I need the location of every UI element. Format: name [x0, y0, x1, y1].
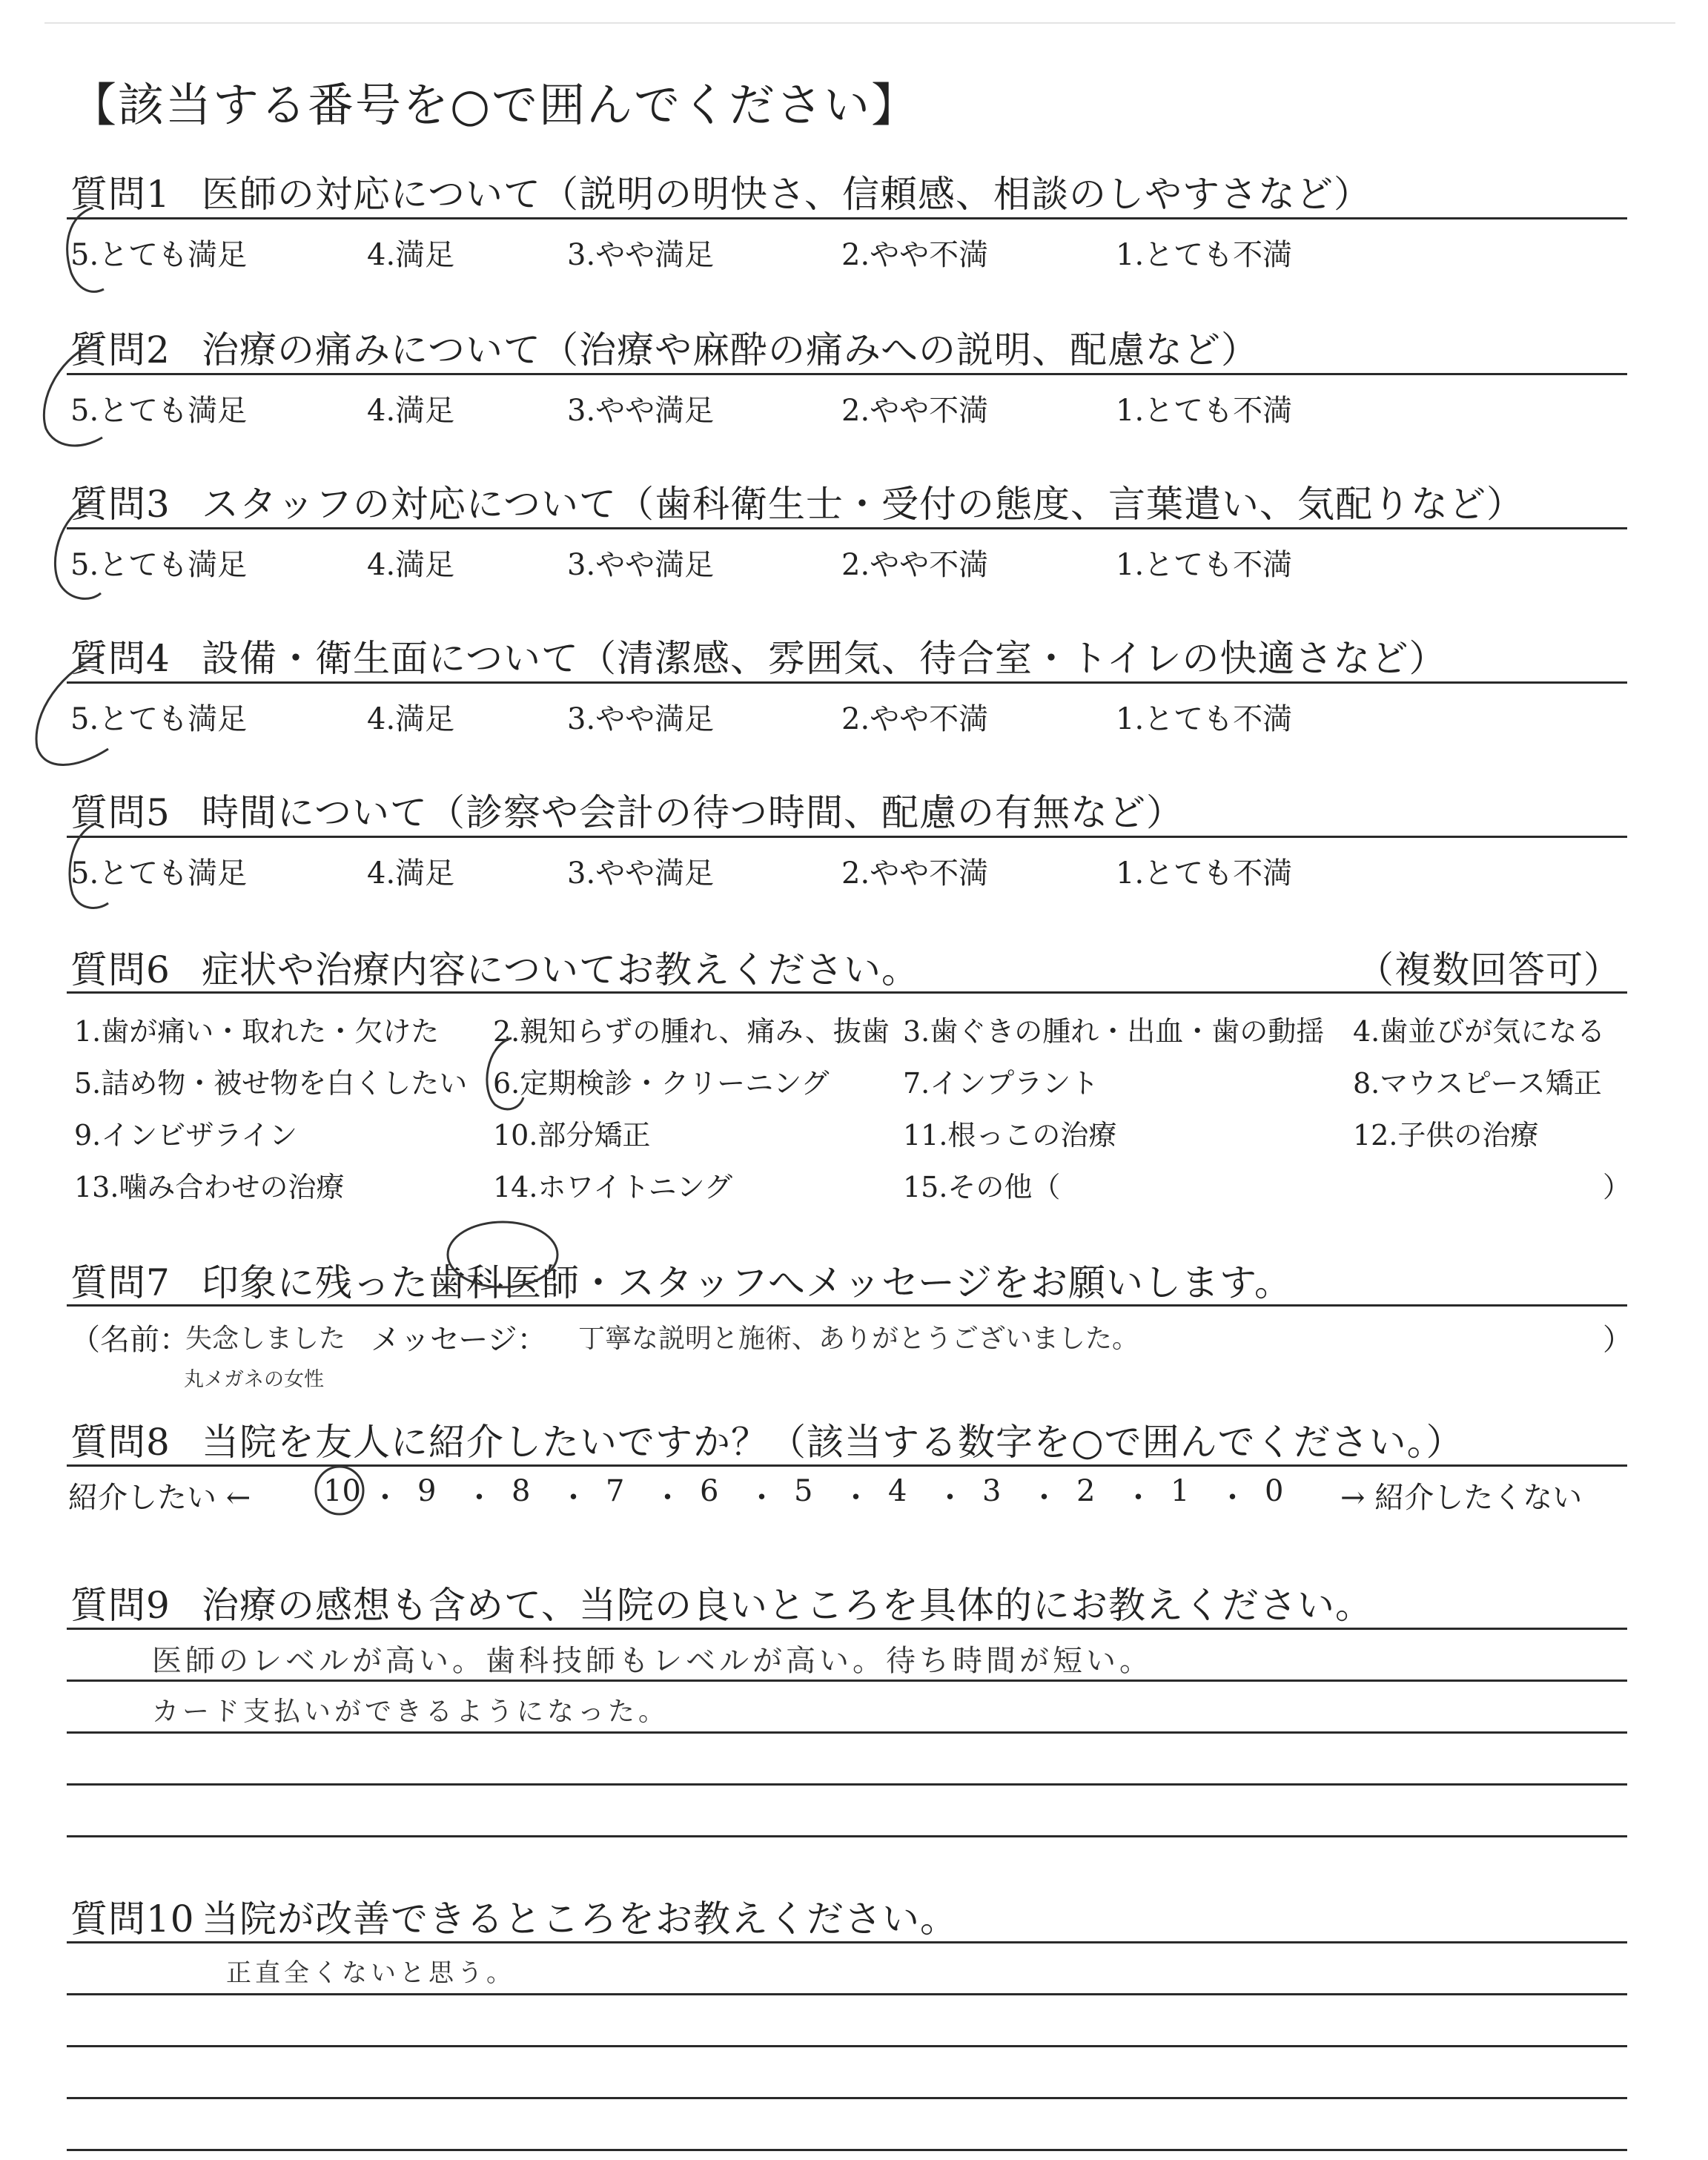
treatment-option-15[interactable]: 15.その他（ — [903, 1171, 1061, 1203]
divider — [67, 373, 1627, 375]
divider — [67, 836, 1627, 838]
scale-separator: ・ — [1217, 1481, 1248, 1515]
treatment-option-1[interactable]: 1.歯が痛い・取れた・欠けた — [74, 1015, 440, 1048]
top-border — [44, 22, 1675, 24]
option-1[interactable]: 1.とても不満 — [1116, 702, 1293, 736]
question-text: 医師の対応について（説明の明快さ、信頼感、相談のしやすさなど） — [202, 173, 1371, 216]
answer-line — [67, 2149, 1627, 2151]
question-text: 設備・衛生面について（清潔感、雰囲気、待合室・トイレの快適さなど） — [202, 637, 1447, 680]
option-1[interactable]: 1.とても不満 — [1116, 856, 1293, 891]
option-3[interactable]: 3.やや満足 — [567, 238, 715, 272]
scale-separator: ・ — [1029, 1481, 1059, 1515]
answer-line — [67, 1835, 1627, 1837]
scale-separator: ・ — [1123, 1481, 1153, 1515]
scale-separator: ・ — [841, 1481, 871, 1515]
question-text: 時間について（診察や会計の待つ時間、配慮の有無など） — [202, 791, 1184, 834]
option-3[interactable]: 3.やや満足 — [567, 548, 715, 582]
question-text: 当院が改善できるところをお教えください。 — [202, 1898, 958, 1941]
recommend-left-label: 紹介したい ← — [68, 1481, 251, 1515]
treatment-option-2[interactable]: 2.親知らずの腫れ、痛み、抜歯 — [493, 1015, 890, 1048]
option-3[interactable]: 3.やや満足 — [567, 394, 715, 428]
scale-value-0[interactable]: 0 — [1265, 1474, 1284, 1508]
option-4[interactable]: 4.満足 — [367, 702, 455, 736]
option-5[interactable]: 5.とても満足 — [70, 702, 248, 736]
message-label: メッセージ： — [371, 1323, 547, 1357]
scale-value-6[interactable]: 6 — [700, 1474, 719, 1508]
answer-text[interactable]: カード支払いができるようになった。 — [152, 1697, 669, 1727]
option-1[interactable]: 1.とても不満 — [1116, 238, 1293, 272]
name-label: （名前： — [70, 1323, 189, 1357]
divider — [67, 217, 1627, 219]
multiple-answer-note: （複数回答可） — [1357, 948, 1621, 991]
option-2[interactable]: 2.やや不満 — [841, 238, 989, 272]
form-instruction: 【該当する番号を○で囲んでください】 — [70, 78, 919, 132]
question-text: 印象に残った歯科医師・スタッフへメッセージをお願いします。 — [202, 1261, 1292, 1304]
answer-text[interactable]: 正直全くないと思う。 — [226, 1958, 515, 1988]
question-label: 質問6 — [70, 948, 171, 991]
treatment-option-5[interactable]: 5.詰め物・被せ物を白くしたい — [74, 1067, 468, 1100]
treatment-option-13[interactable]: 13.噛み合わせの治療 — [74, 1171, 345, 1203]
scale-separator: ・ — [935, 1481, 965, 1515]
treatment-option-6[interactable]: 6.定期検診・クリーニング — [493, 1067, 830, 1100]
treatment-option-11[interactable]: 11.根っこの治療 — [903, 1119, 1117, 1152]
answer-text[interactable]: 医師のレベルが高い。歯科技師もレベルが高い。待ち時間が短い。 — [152, 1644, 1153, 1678]
other-close-paren: ） — [1603, 1171, 1632, 1203]
option-3[interactable]: 3.やや満足 — [567, 702, 715, 736]
treatment-option-7[interactable]: 7.インプラント — [903, 1067, 1099, 1100]
question-label: 質問4 — [70, 637, 171, 680]
message-field[interactable]: 丁寧な説明と施術、ありがとうございました。 — [578, 1324, 1139, 1354]
scale-value-9[interactable]: 9 — [417, 1474, 437, 1508]
name-field[interactable]: 失念しました — [185, 1324, 346, 1354]
scale-value-5[interactable]: 5 — [794, 1474, 813, 1508]
question-text: 治療の感想も含めて、当院の良いところを具体的にお教えください。 — [202, 1584, 1373, 1627]
option-2[interactable]: 2.やや不満 — [841, 548, 989, 582]
question-text: 治療の痛みについて（治療や麻酔の痛みへの説明、配慮など） — [202, 328, 1259, 371]
scale-separator: ・ — [370, 1481, 400, 1515]
scale-separator: ・ — [747, 1481, 777, 1515]
question-label: 質問3 — [70, 483, 171, 526]
scale-separator: ・ — [464, 1481, 494, 1515]
scale-separator: ・ — [652, 1481, 683, 1515]
scale-value-4[interactable]: 4 — [888, 1474, 907, 1508]
divider — [67, 681, 1627, 684]
option-1[interactable]: 1.とても不満 — [1116, 394, 1293, 428]
option-5[interactable]: 5.とても満足 — [70, 856, 248, 891]
divider — [67, 1628, 1627, 1630]
scale-value-8[interactable]: 8 — [512, 1474, 531, 1508]
scale-value-1[interactable]: 1 — [1171, 1474, 1190, 1508]
treatment-option-10[interactable]: 10.部分矯正 — [493, 1119, 651, 1152]
scale-value-2[interactable]: 2 — [1076, 1474, 1096, 1508]
question-text: スタッフの対応について（歯科衛生士・受付の態度、言葉遣い、気配りなど） — [202, 483, 1524, 526]
scale-value-10[interactable]: 10 — [323, 1474, 361, 1508]
answer-line — [67, 2045, 1627, 2047]
answer-line — [67, 1993, 1627, 1995]
option-3[interactable]: 3.やや満足 — [567, 856, 715, 891]
divider — [67, 1464, 1627, 1467]
divider — [67, 1304, 1627, 1307]
divider — [67, 1941, 1627, 1943]
option-4[interactable]: 4.満足 — [367, 856, 455, 891]
scale-separator: ・ — [558, 1481, 589, 1515]
option-5[interactable]: 5.とても満足 — [70, 238, 248, 272]
question-text: 症状や治療内容についてお教えください。 — [202, 948, 919, 991]
option-2[interactable]: 2.やや不満 — [841, 394, 989, 428]
treatment-option-8[interactable]: 8.マウスピース矯正 — [1353, 1067, 1602, 1100]
question-label: 質問1 — [70, 173, 171, 216]
option-4[interactable]: 4.満足 — [367, 548, 455, 582]
option-4[interactable]: 4.満足 — [367, 394, 455, 428]
treatment-option-4[interactable]: 4.歯並びが気になる — [1353, 1015, 1606, 1048]
question-label: 質問5 — [70, 791, 171, 834]
option-2[interactable]: 2.やや不満 — [841, 702, 989, 736]
option-5[interactable]: 5.とても満足 — [70, 548, 248, 582]
treatment-option-12[interactable]: 12.子供の治療 — [1353, 1119, 1539, 1152]
answer-line — [67, 1731, 1627, 1734]
message-close-paren: ） — [1603, 1323, 1632, 1357]
treatment-option-14[interactable]: 14.ホワイトニング — [493, 1171, 733, 1203]
question-label: 質問10 — [70, 1898, 195, 1941]
option-1[interactable]: 1.とても不満 — [1116, 548, 1293, 582]
divider — [67, 527, 1627, 529]
option-2[interactable]: 2.やや不満 — [841, 856, 989, 891]
question-label: 質問9 — [70, 1584, 171, 1627]
recommend-right-label: → 紹介したくない — [1340, 1481, 1583, 1515]
scale-value-7[interactable]: 7 — [606, 1474, 625, 1508]
treatment-option-3[interactable]: 3.歯ぐきの腫れ・出血・歯の動揺 — [903, 1015, 1325, 1048]
answer-line — [67, 1783, 1627, 1786]
answer-line — [67, 2097, 1627, 2099]
question-label: 質問2 — [70, 328, 171, 371]
option-4[interactable]: 4.満足 — [367, 238, 455, 272]
option-5[interactable]: 5.とても満足 — [70, 394, 248, 428]
scale-value-3[interactable]: 3 — [982, 1474, 1002, 1508]
question-text: 当院を友人に紹介したいですか？（該当する数字を○で囲んでください。） — [202, 1421, 1464, 1464]
name-note: 丸メガネの女性 — [184, 1368, 324, 1391]
question-label: 質問8 — [70, 1421, 171, 1464]
question-label: 質問7 — [70, 1261, 171, 1304]
treatment-option-9[interactable]: 9.インビザライン — [74, 1119, 298, 1152]
answer-line — [67, 1680, 1627, 1682]
divider — [67, 991, 1627, 994]
